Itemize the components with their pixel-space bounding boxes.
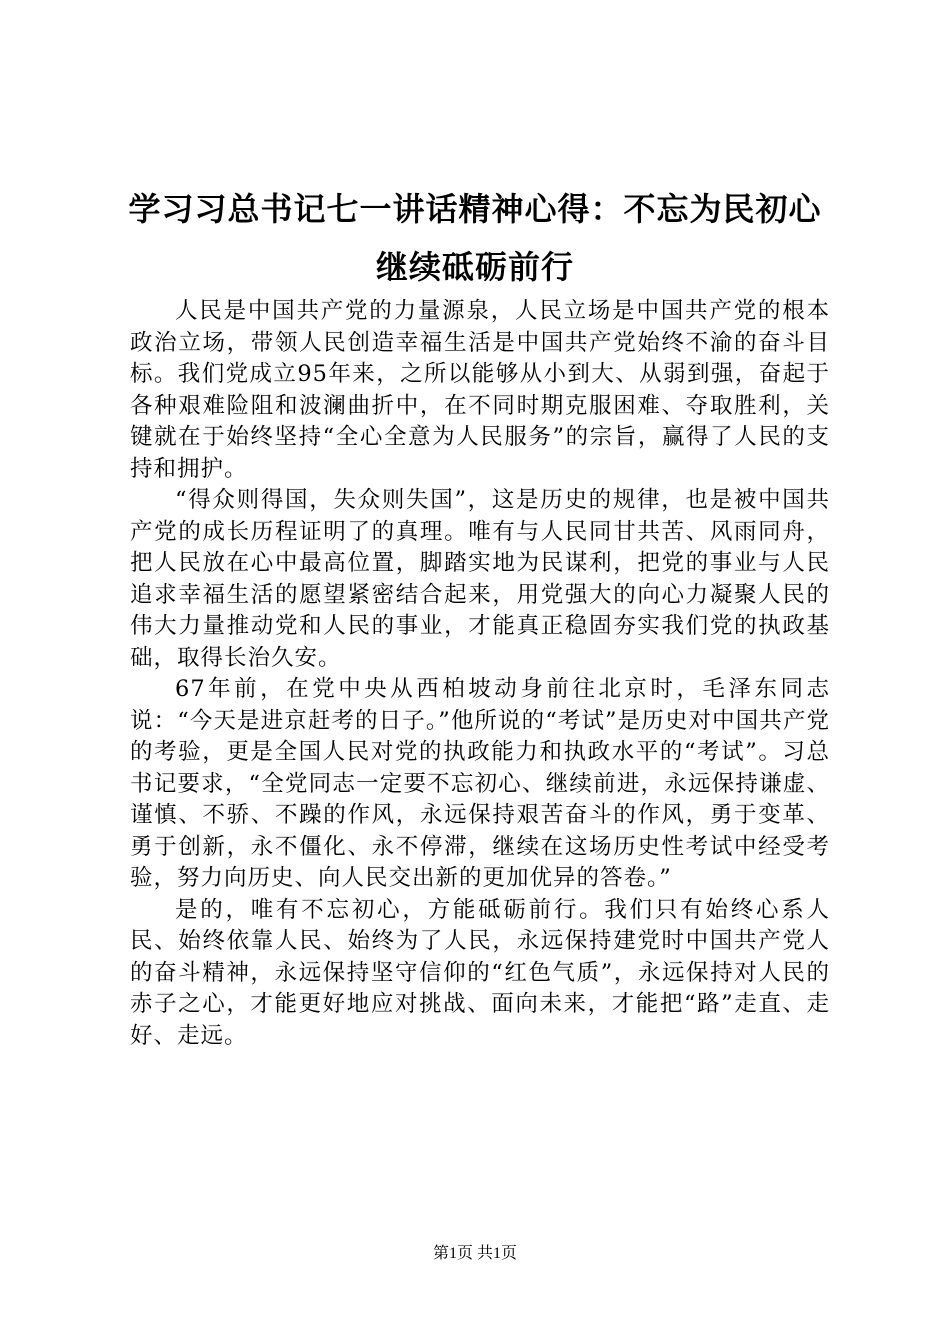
paragraph: 人民是中国共产党的力量源泉，人民立场是中国共产党的根本政治立场，带领人民创造幸福生活是中国共产党始终不渝的奋斗目标。我们党成立95年来，之所以能够从小到大、从弱到强，奋起于各种艰难险阻和波澜曲折中，在不同时期克服困难、夺取胜利，关键就在于始终坚持“全心全意为人民服务”的宗旨，赢得了人民的支持和拥护。 <box>130 298 830 482</box>
document-body <box>130 296 830 1052</box>
page-footer: 第1页 共1页 <box>432 1245 517 1262</box>
paragraph: “得众则得国，失众则失国”，这是历史的规律，也是被中国共产党的成长历程证明了的真理。唯有与人民同甘共苦、风雨同舟，把人民放在心中最高位置，脚踏实地为民谋利，把党的事业与人民追求幸福生活的愿望紧密结合起来，用党强大的向心力凝聚人民的伟大力量推动党和人民的事业，才能真正稳固夯实我们党的执政基础，取得长治久安。 <box>130 487 830 671</box>
document-title: 学习习总书记七一讲话精神心得：不忘为民初心继续砥砺前行 <box>128 190 822 286</box>
paragraph: 67年前，在党中央从西柏坡动身前往北京时，毛泽东同志说：“今天是进京赶考的日子。”他所说的“考试”是历史对中国共产党的考验，更是全国人民对党的执政能力和执政水平的“考试”。习总书记要求，“全党同志一定要不忘初心、继续前进，永远保持谦虚、谨慎、不骄、不躁的作风，永远保持艰苦奋斗的作风，勇于变革、勇于创新，永不僵化、永不停滞，继续在这场历史性考试中经受考验，努力向历史、向人民交出新的更加优异的答卷。” <box>130 676 830 891</box>
paragraph: 是的，唯有不忘初心，方能砥砺前行。我们只有始终心系人民、始终依靠人民、始终为了人民，永远保持建党时中国共产党人的奋斗精神，永远保持坚守信仰的“红色气质”，永远保持对人民的赤子之心，才能更好地应对挑战、面向未来，才能把“路”走直、走好、走远。 <box>130 896 830 1049</box>
